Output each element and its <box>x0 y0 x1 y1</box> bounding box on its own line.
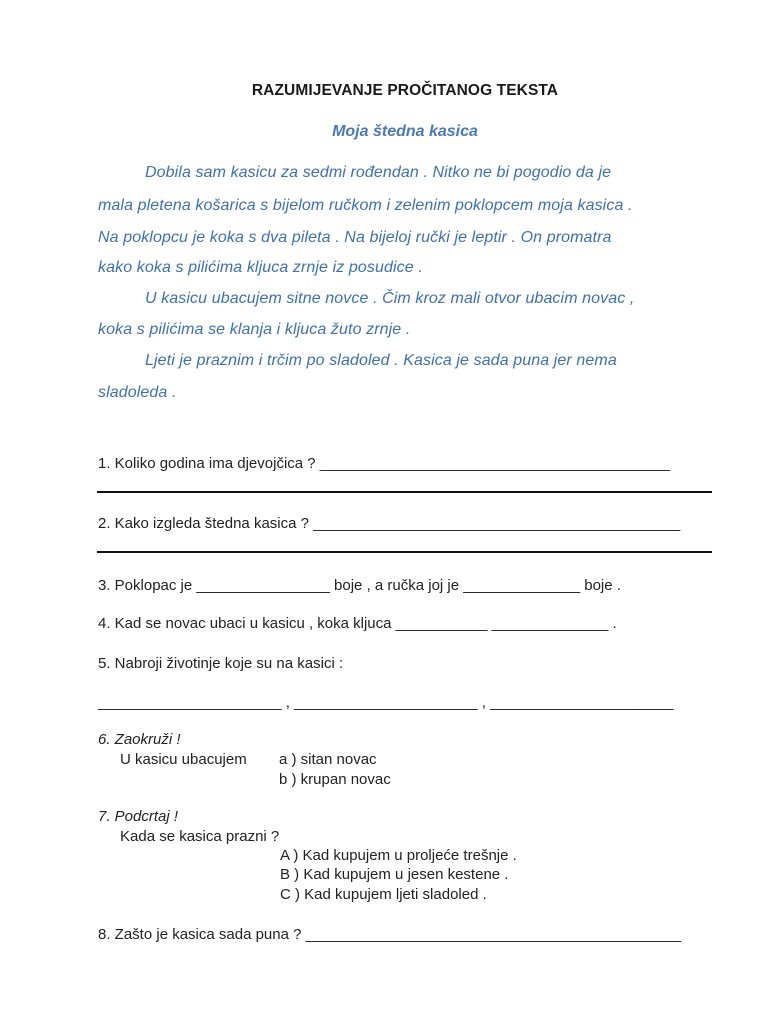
question-5: 5. Nabroji životinje koje su na kasici : <box>98 655 344 672</box>
question-7-heading: 7. Podcrtaj ! <box>98 808 179 825</box>
story-line: koka s pilićima se klanja i kljuca žuto zrnje . <box>98 321 411 338</box>
answer-line <box>97 551 712 553</box>
page-title: RAZUMIJEVANJE PROČITANOG TEKSTA <box>251 82 559 99</box>
question-7-prompt: Kada se kasica prazni ? <box>120 828 280 845</box>
story-line: Dobila sam kasicu za sedmi rođendan . Nitko ne bi pogodio da je <box>145 164 612 181</box>
answer-line <box>97 491 712 493</box>
question-4: 4. Kad se novac ubaci u kasicu , koka kljuca ___________ ______________ . <box>98 615 617 632</box>
question-7-option-b: B ) Kad kupujem u jesen kestene . <box>280 866 509 883</box>
question-1: 1. Koliko godina ima djevojčica ? __________________________________________ <box>98 455 671 472</box>
story-line: kako koka s pilićima kljuca zrnje iz posudice . <box>98 259 423 276</box>
question-6-prompt: U kasicu ubacujem <box>120 751 247 768</box>
story-title: Moja štedna kasica <box>332 123 478 140</box>
question-5-blanks: ______________________ , ______________________ , ______________________ <box>98 694 674 711</box>
question-6-option-a: a ) sitan novac <box>279 751 377 768</box>
question-2: 2. Kako izgleda štedna kasica ? ____________________________________________ <box>98 515 681 532</box>
question-6-heading: 6. Zaokruži ! <box>98 731 181 748</box>
question-6-option-b: b ) krupan novac <box>279 771 391 788</box>
question-3: 3. Poklopac je ________________ boje , a ručka joj je ______________ boje . <box>98 577 621 594</box>
question-8: 8. Zašto je kasica sada puna ? _____________________________________________ <box>98 926 682 943</box>
story-line: sladoleda . <box>98 384 177 401</box>
story-line: Ljeti je praznim i trčim po sladoled . Kasica je sada puna jer nema <box>145 352 617 369</box>
question-7-option-c: C ) Kad kupujem ljeti sladoled . <box>280 886 487 903</box>
story-line: mala pletena košarica s bijelom ručkom i zelenim poklopcem moja kasica . <box>98 197 633 214</box>
story-line: U kasicu ubacujem sitne novce . Čim kroz mali otvor ubacim novac , <box>145 290 635 307</box>
question-7-option-a: A ) Kad kupujem u proljeće trešnje . <box>280 847 517 864</box>
story-line: Na poklopcu je koka s dva pileta . Na bijeloj ručki je leptir . On promatra <box>98 229 612 246</box>
